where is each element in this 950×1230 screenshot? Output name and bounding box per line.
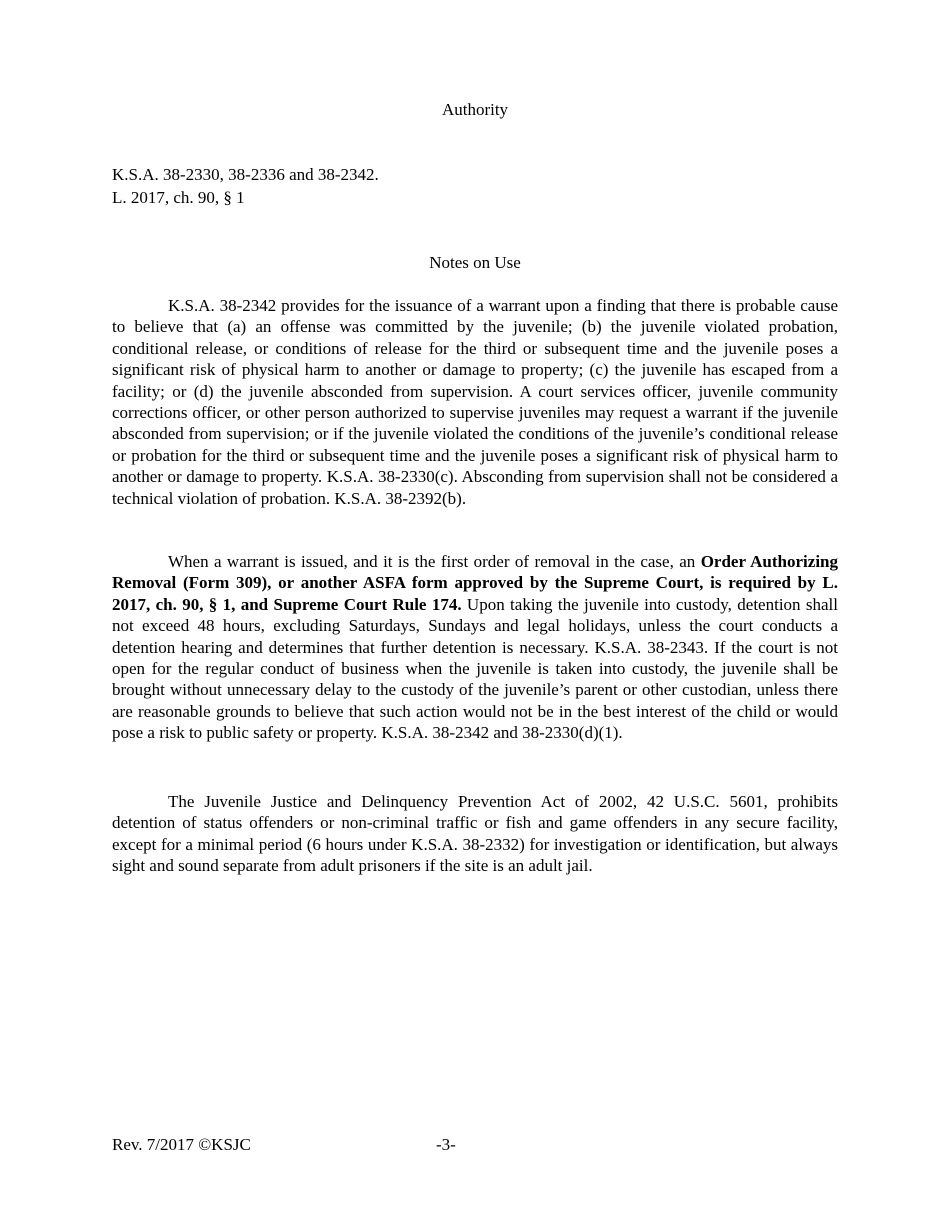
citation-session-law: L. 2017, ch. 90, § 1: [112, 188, 245, 207]
authority-citations: [112, 163, 379, 209]
footer-revision: Rev. 7/2017 ©KSJC: [112, 1135, 251, 1154]
citation-statutes: K.S.A. 38-2330, 38-2336 and 38-2342.: [112, 165, 379, 184]
notes-paragraph-warrant-issuance: K.S.A. 38-2342 provides for the issuance of a warrant upon a finding that there is probable cause to believe that (a) an offense was committed by the juvenile; (b) the juvenile violated probation, conditional release, or conditions of release for the third or subsequent time and the juvenile poses a significant risk of physical harm to another or damage to property; (c) the juvenile has escaped from a facility; or (d) the juvenile absconded from supervision. A court services officer, juvenile community corrections officer, or other person authorized to supervise juveniles may request a warrant if the juvenile absconded from supervision; or if the juvenile violated the conditions of the juvenile’s conditional release or probation for the third or subsequent time and the juvenile poses a significant risk of physical harm to another or damage to property. K.S.A. 38-2330(c). Absconding from supervision shall not be considered a technical violation of probation. K.S.A. 38-2392(b).: [112, 296, 838, 508]
paragraph-bold-requirement: Order Authorizing Removal (Form 309), or another ASFA form approved by the Supreme Court, is required by L. 2017, ch. 90, § 1, and Supreme Court Rule 174.: [112, 552, 838, 614]
authority-heading: Authority: [441, 100, 509, 119]
footer-page-number: -3-: [436, 1135, 456, 1154]
notes-on-use-heading: Notes on Use: [429, 253, 521, 272]
notes-paragraph-jjdp-act: The Juvenile Justice and Delinquency Prevention Act of 2002, 42 U.S.C. 5601, prohibits detention of status offenders or non-criminal traffic or fish and game offenders in any secure facility, except for a minimal period (6 hours under K.S.A. 38-2332) for investigation or identification, but always sight and sound separate from adult prisoners if the site is an adult jail.: [112, 792, 838, 876]
paragraph-rest-text: Upon taking the juvenile into custody, detention shall not exceed 48 hours, excluding Saturdays, Sundays and legal holidays, unless the court conducts a detention hearing and determines that further detention is necessary. K.S.A. 38-2343. If the court is not open for the regular conduct of business when the juvenile is taken into custody, the juvenile shall be brought without unnecessary delay to the custody of the juvenile’s parent or other custodian, unless there are reasonable grounds to believe that such action would not be in the best interest of the child or would pose a risk to public safety or property. K.S.A. 38-2342 and 38-2330(d)(1).: [112, 594, 838, 743]
notes-paragraph-removal-order: [112, 551, 838, 744]
paragraph-lead-text: When a warrant is issued, and it is the first order of removal in the case, an: [168, 552, 701, 571]
